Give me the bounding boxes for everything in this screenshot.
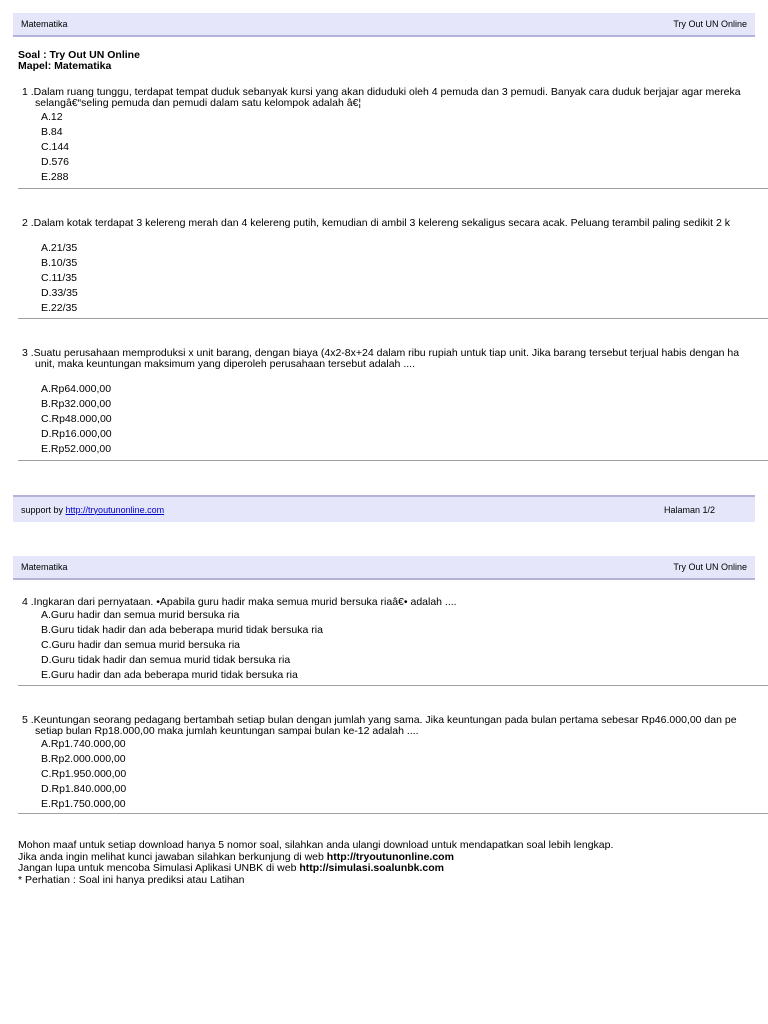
option-b: B.Rp32.000,00 xyxy=(41,398,112,410)
option-b: B.10/35 xyxy=(41,257,78,269)
options-list xyxy=(18,608,768,683)
option-a: A.Guru hadir dan semua murid bersuka ria xyxy=(41,609,240,621)
header-site: Try Out UN Online xyxy=(673,562,747,572)
option-e: E.288 xyxy=(41,171,69,183)
header-subject: Matematika xyxy=(21,19,68,29)
question-2 xyxy=(18,218,768,319)
question-text: 2 .Dalam kotak terdapat 3 kelereng merah dan 4 kelereng putih, kemudian di ambil 3 kelereng sekaligus secara acak. Peluang terambil paling sedikit 2 k xyxy=(22,218,730,229)
option-d: D.Rp16.000,00 xyxy=(41,428,112,440)
note-line-4: * Perhatian : Soal ini hanya prediksi atau Latihan xyxy=(18,873,245,886)
option-a: A.21/35 xyxy=(41,242,78,254)
question-text: 3 .Suatu perusahaan memproduksi x unit barang, dengan biaya (4x2-8x+24 dalam ribu rupiah untuk tiap unit. Jika barang tersebut terjual habis dengan ha unit, maka keuntungan maksimum yang diperoleh perusahaan tersebut adalah .... xyxy=(22,348,740,370)
options-list xyxy=(18,110,768,185)
question-5 xyxy=(18,715,768,814)
doc-subject: Mapel: Matematika xyxy=(18,60,112,72)
support-link[interactable]: http://tryoutunonline.com xyxy=(65,504,165,515)
option-e: E.Guru hadir dan ada beberapa murid tidak bersuka ria xyxy=(41,669,298,681)
options-list xyxy=(18,737,768,812)
note-line-1: Mohon maaf untuk setiap download hanya 5 nomor soal, silahkan anda ulangi download untuk mendapatkan soal lebih lengkap. xyxy=(18,839,614,851)
option-e: E.Rp1.750.000,00 xyxy=(41,798,126,810)
options-list xyxy=(18,382,768,457)
option-c: C.11/35 xyxy=(41,272,77,284)
note-line-2: Jika anda ingin melihat kunci jawaban silahkan berkunjung di web http://tryoutunonline.com xyxy=(18,850,454,863)
option-d: D.576 xyxy=(41,156,70,168)
option-b: B.Rp2.000.000,00 xyxy=(41,753,126,765)
option-c: C.Rp1.950.000,00 xyxy=(41,768,127,780)
option-e: E.Rp52.000,00 xyxy=(41,443,112,455)
doc-title: Soal : Try Out UN Online xyxy=(18,49,140,61)
option-c: C.Guru hadir dan semua murid bersuka ria xyxy=(41,639,241,651)
page2-header xyxy=(13,556,755,580)
question-text: 5 .Keuntungan seorang pedagang bertambah setiap bulan dengan jumlah yang sama. Jika keuntungan pada bulan pertama sebesar Rp46.000,00 dan pe setiap bulan Rp18.000,00 maka jumlah keuntungan sampai bulan ke-12 adalah .... xyxy=(22,715,737,737)
option-c: C.Rp48.000,00 xyxy=(41,413,112,425)
option-b: B.Guru tidak hadir dan ada beberapa murid tidak bersuka ria xyxy=(41,624,323,636)
header-site: Try Out UN Online xyxy=(673,19,747,29)
option-a: A.12 xyxy=(41,111,63,123)
support-note: support by http://tryoutunonline.com xyxy=(21,504,165,515)
page1-header xyxy=(13,13,755,37)
option-d: D.Guru tidak hadir dan semua murid tidak bersuka ria xyxy=(41,654,291,666)
option-d: D.Rp1.840.000,00 xyxy=(41,783,127,795)
option-a: A.Rp1.740.000,00 xyxy=(41,738,126,750)
question-text: 4 .Ingkaran dari pernyataan. •Apabila guru hadir maka semua murid bersuka riaâ€• adalah .... xyxy=(22,597,457,608)
answer-key-link[interactable]: http://tryoutunonline.com xyxy=(326,850,454,863)
option-a: A.Rp64.000,00 xyxy=(41,383,112,395)
page-number: Halaman 1/2 xyxy=(663,504,715,515)
header-subject: Matematika xyxy=(21,562,68,572)
option-e: E.22/35 xyxy=(41,302,78,314)
question-3 xyxy=(18,348,768,461)
page1-footer xyxy=(13,495,755,522)
simulation-link[interactable]: http://simulasi.soalunbk.com xyxy=(299,862,445,874)
option-d: D.33/35 xyxy=(41,287,78,299)
option-b: B.84 xyxy=(41,126,63,138)
question-1 xyxy=(18,87,768,189)
options-list xyxy=(18,241,768,316)
download-notes xyxy=(18,840,613,886)
question-text: 1 .Dalam ruang tunggu, terdapat tempat duduk sebanyak kursi yang akan diduduki oleh 4 pemuda dan 3 pemudi. Banyak cara duduk berjajar agar mereka selangâ€“seling pemuda dan pemudi dalam satu kelompok adalah â€¦ xyxy=(22,87,741,109)
question-4 xyxy=(18,597,768,686)
note-line-3: Jangan lupa untuk mencoba Simulasi Aplikasi UNBK di web http://simulasi.soalunbk.com xyxy=(18,862,445,874)
option-c: C.144 xyxy=(41,141,70,153)
